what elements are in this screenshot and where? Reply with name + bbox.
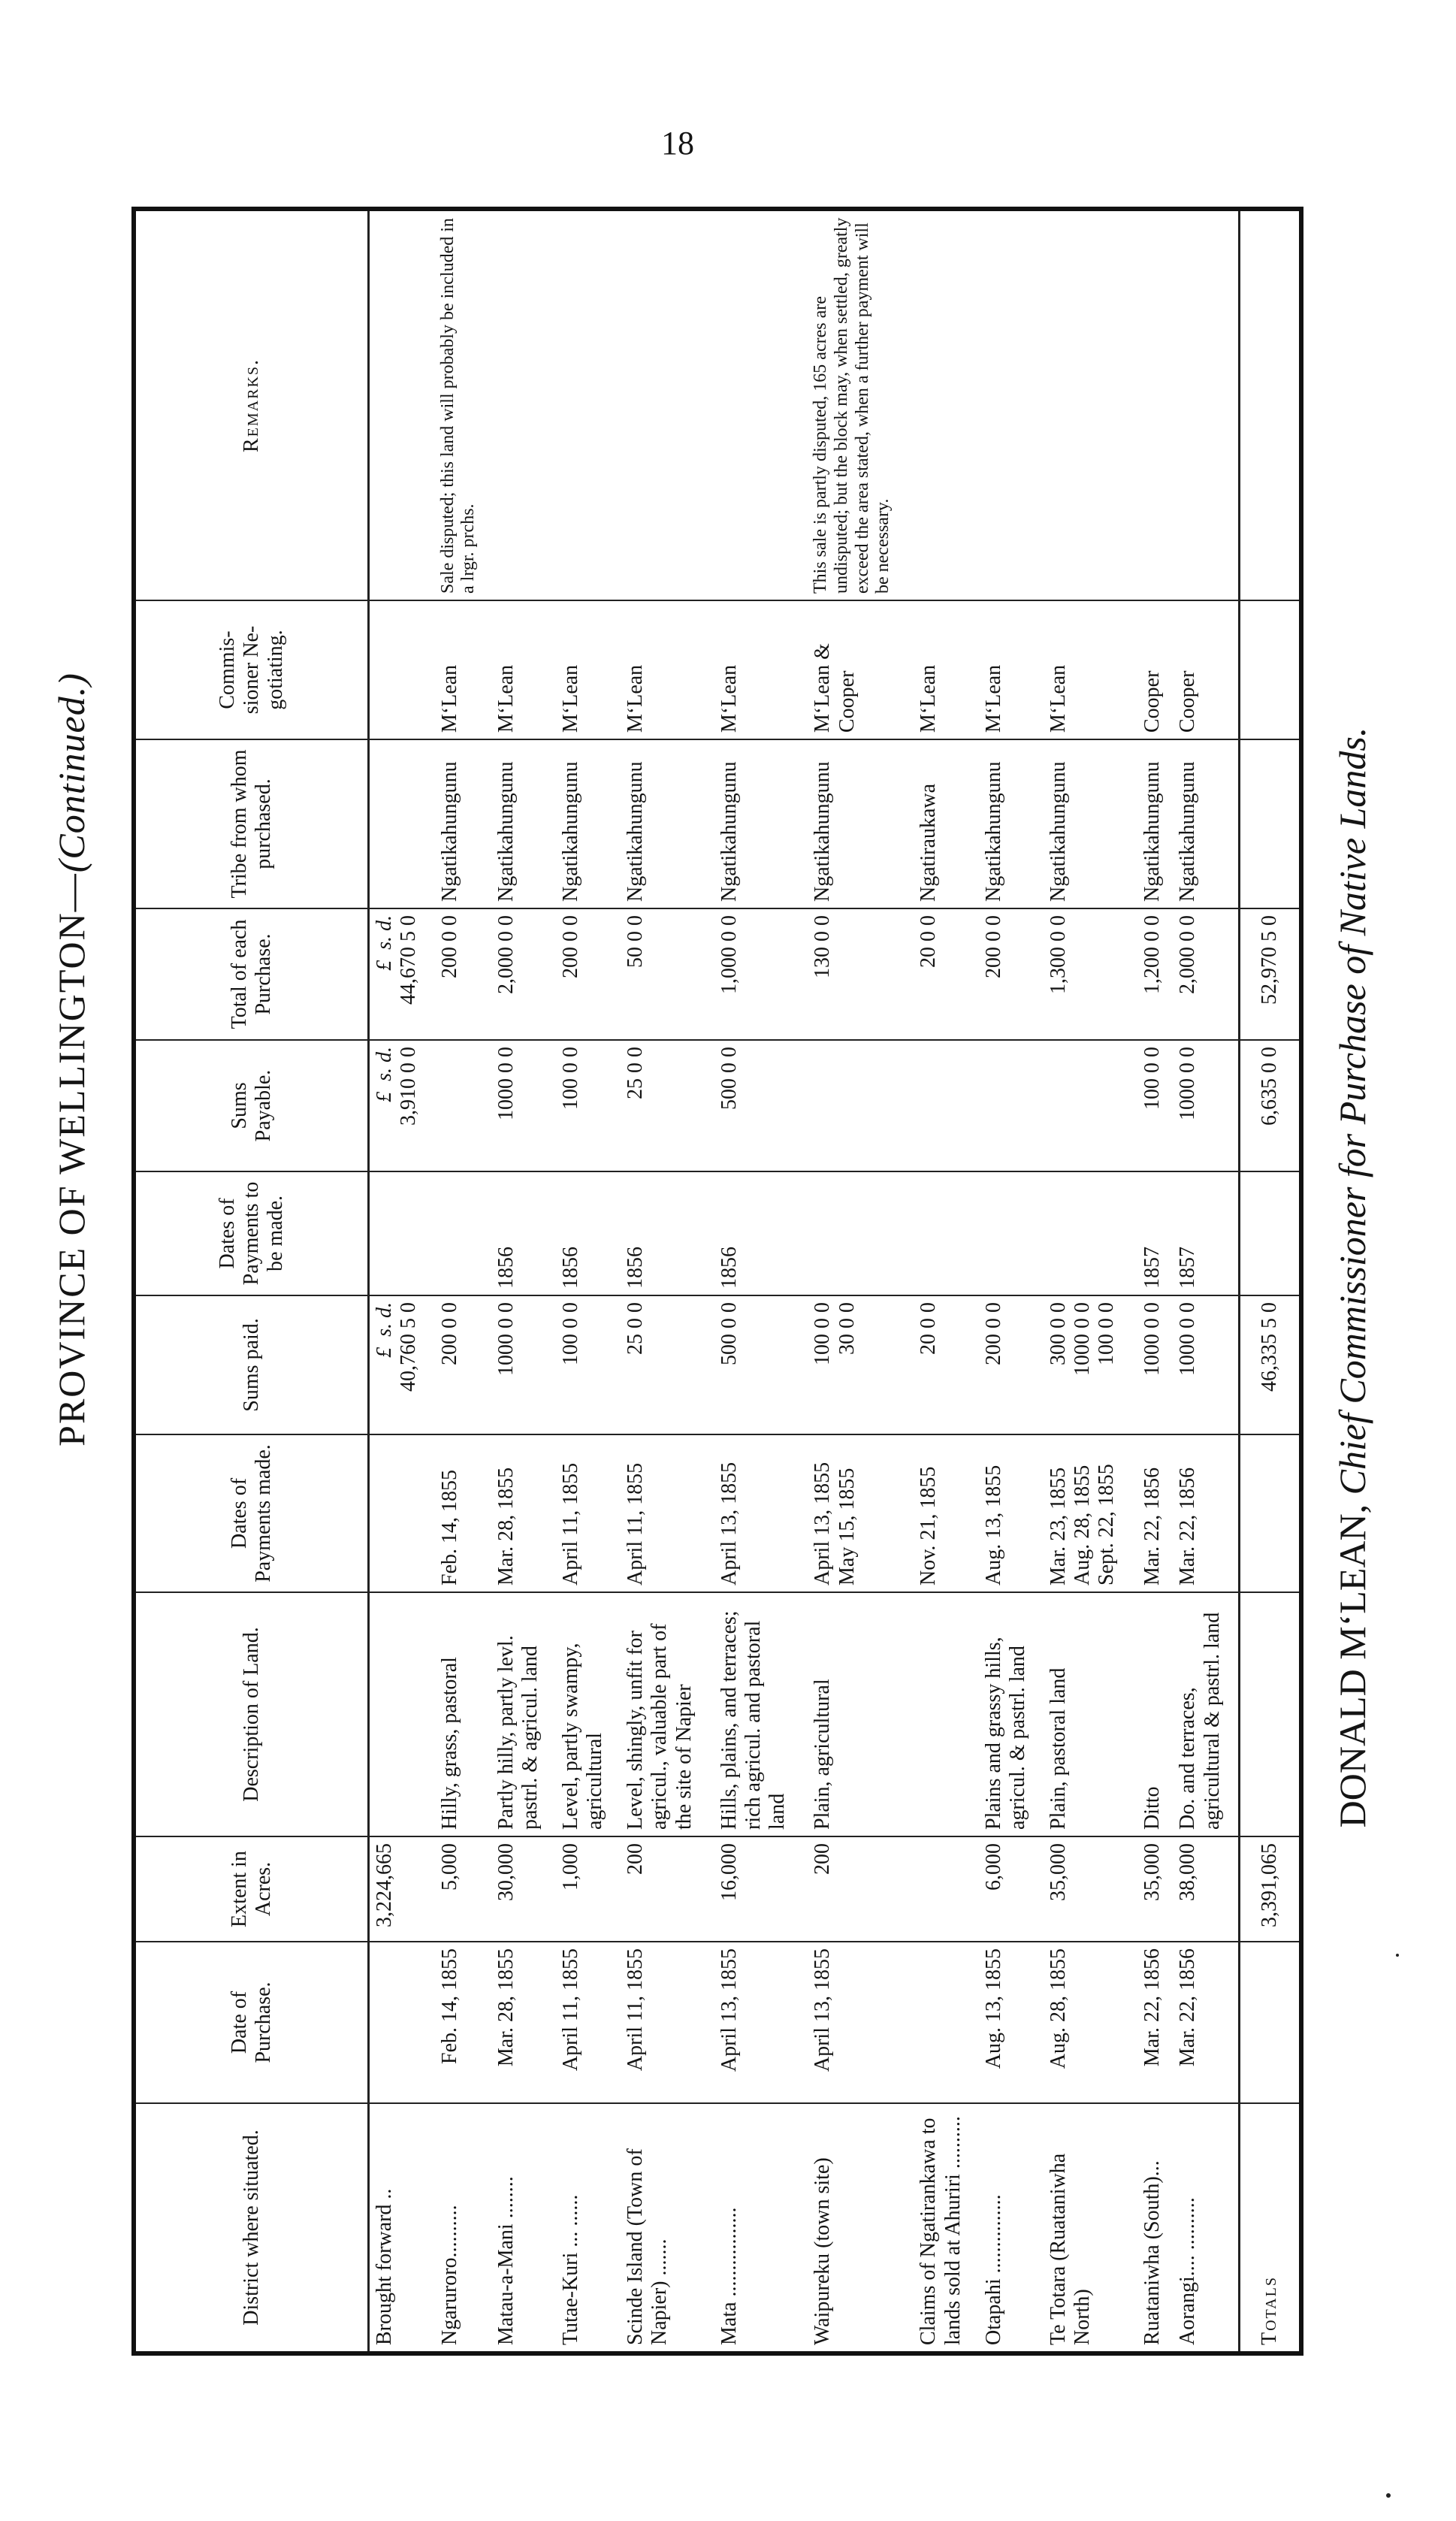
cell-tribe: Ngatikahungunu [621,739,714,908]
header-commissioner: Commis-sioner Ne-gotiating. [136,600,369,739]
cell-date: April 11, 1855 [556,1942,621,2103]
cell-sums-payable: 500 0 0 [714,1040,808,1171]
header-extent: Extent in Acres. [136,1836,369,1942]
cell-extent: 16,000 [714,1836,808,1942]
cell-description: Plains and grassy hills, agricul. & pastrl. land [979,1592,1044,1836]
cell-total: 2,000 0 0 [491,908,556,1040]
cell-sums-payable [979,1040,1044,1171]
cell-dates-paid: Mar. 23, 1855 Aug. 28, 1855 Sept. 22, 1855 [1044,1434,1137,1592]
table-row [556,211,621,2351]
cell-total: 200 0 0 [556,908,621,1040]
cell-commissioner: M‘Lean [714,600,808,739]
ledger-body [369,211,1240,2351]
cell-dates-due: 1857 [1137,1171,1174,1295]
cell-remarks [369,211,435,600]
cell-tribe: Ngatikahungunu [491,739,556,908]
cell-dates-due [808,1171,914,1295]
cell-commissioner: M‘Lean [435,600,491,739]
table-row [1137,211,1174,2351]
cell-district: Ruataniwha (South)... [1140,2160,1164,2345]
currency-units: £ s. d. [373,1047,396,1102]
totals-total: 52,970 5 0 [1240,908,1300,1040]
cell-dates-due [979,1171,1044,1295]
cell-dates-paid: April 11, 1855 [621,1434,714,1592]
header-row [136,211,369,2351]
cell-date: Feb. 14, 1855 [435,1942,491,2103]
cell-remarks [491,211,556,600]
cell-description: Hills, plains, and terraces; rich agricul. and pastoral land [714,1592,808,1836]
table-row [808,211,914,2351]
cell-commissioner: Cooper [1137,600,1174,739]
header-dates-to-be-made: Dates of Payments to be made. [136,1171,369,1295]
cell-commissioner: M‘Lean [491,600,556,739]
cell-remarks: Sale disputed; this land will probably be included in a lrgr. prchs. [435,211,491,600]
cell-commissioner: M‘Lean [621,600,714,739]
cell-sums-paid: 1000 0 0 [1137,1295,1174,1434]
cell-extent: 200 [621,1836,714,1942]
cell-remarks [556,211,621,600]
cell-extent: 1,000 [556,1836,621,1942]
cell-district: Brought forward .. [373,2188,396,2345]
cell-sums-paid: 100 0 0 30 0 0 [808,1295,914,1434]
ledger-rotated [136,211,1299,2351]
cell-sums-payable [1044,1040,1137,1171]
cell-remarks [914,211,978,600]
cell-dates-due: 1857 [1173,1171,1239,1295]
cell-dates-paid: April 11, 1855 [556,1434,621,1592]
cell-tribe: Ngatikahungunu [556,739,621,908]
cell-district: Claims of Ngatirankawa to lands sold at Ahuriri .......... [917,2116,965,2345]
cell-total: 200 0 0 [435,908,491,1040]
cell-total: 200 0 0 [979,908,1044,1040]
cell-tribe: Ngatikahungunu [808,739,914,908]
table-row [914,211,978,2351]
cell-total: 50 0 0 [621,908,714,1040]
cell-sums-paid: 100 0 0 [556,1295,621,1434]
totals-empty [1240,600,1300,739]
totals-empty [1240,1592,1300,1836]
totals-sums-paid: 46,335 5 0 [1240,1295,1300,1434]
cell-sums-payable: 1000 0 0 [491,1040,556,1171]
cell-total: 1,200 0 0 [1137,908,1174,1040]
cell-description: Plain, agricultural [808,1592,914,1836]
cell-date: Mar. 22, 1856 [1173,1942,1239,2103]
signature-name: DONALD M‘LEAN, [1331,1504,1373,1828]
header-dates-payments-made: Dates of Payments made. [136,1434,369,1592]
cell-extent: 6,000 [979,1836,1044,1942]
cell-extent: 35,000 [1137,1836,1174,1942]
cell-date: Aug. 13, 1855 [979,1942,1044,2103]
cell-total [369,908,435,1040]
cell-extent: 30,000 [491,1836,556,1942]
cell-tribe: Ngatikahungunu [1044,739,1137,908]
cell-sums-payable: 100 0 0 [556,1040,621,1171]
cell-dates-due: 1856 [491,1171,556,1295]
title-continued: (Continued.) [50,673,92,873]
cell-sums-payable [369,1040,435,1171]
cell-description: Level, shingly, unfit for agricul., valuable part of the site of Napier [621,1592,714,1836]
header-date-purchase: Date of Purchase. [136,1942,369,2103]
cell-tribe: Ngatikahungunu [435,739,491,908]
signature [1331,727,1374,1828]
cell-sums-payable: 1000 0 0 [1173,1040,1239,1171]
totals-extent: 3,391,065 [1240,1836,1300,1942]
cell-sums-paid: 200 0 0 [435,1295,491,1434]
cell-tribe: Ngatikahungunu [1173,739,1239,908]
table-row [491,211,556,2351]
cell-sums-paid: 25 0 0 [621,1295,714,1434]
cell-sums-paid [369,1295,435,1434]
purchase-ledger-table [136,211,1299,2351]
cell-sums-paid: 20 0 0 [914,1295,978,1434]
cell-tribe: Ngatiraukawa [914,739,978,908]
header-description: Description of Land. [136,1592,369,1836]
title-main: PROVINCE OF WELLINGTON— [50,872,92,1446]
cell-dates-paid: Mar. 22, 1856 [1137,1434,1174,1592]
cell-sums-paid: 1000 0 0 [491,1295,556,1434]
cell-total: 20 0 0 [914,908,978,1040]
cell-total: 1,300 0 0 [1044,908,1137,1040]
cell-dates-paid: Mar. 28, 1855 [491,1434,556,1592]
cell-remarks [714,211,808,600]
cell-remarks [1137,211,1174,600]
cell-total: 1,000 0 0 [714,908,808,1040]
cell-description [914,1592,978,1836]
cell-total: 130 0 0 [808,908,914,1040]
cell-sums-payable: 100 0 0 [1137,1040,1174,1171]
cell-district: Ngaruroro.......... [437,2205,461,2345]
cell-extent: 5,000 [435,1836,491,1942]
currency-units: £ s. d. [373,915,396,971]
cell-date [369,1942,435,2103]
cell-extent: 200 [808,1836,914,1942]
cell-district: Waipureku (town site) [811,2157,835,2345]
cell-sums-payable [914,1040,978,1171]
totals-row [1240,211,1300,2351]
totals-empty [1240,1434,1300,1592]
cell-description: Partly hilly, partly levl. pastrl. & agricul. land [491,1592,556,1836]
cell-district: Tutae-Kuri ... ...... [559,2194,583,2345]
totals-label: Totals [1240,2103,1300,2351]
cell-sums-paid: 500 0 0 [714,1295,808,1434]
cell-district: Aorangi.... .......... [1176,2197,1200,2345]
cell-district: Scinde Island (Town of Napier) ....... [624,2148,672,2345]
header-tribe: Tribe from whom purchased. [136,739,369,908]
cell-remarks [1044,211,1137,600]
cell-district: Te Totara (Ruataniwha North) [1046,2153,1095,2345]
table-row [369,211,435,2351]
header-district: District where situated. [136,2103,369,2351]
totals-empty [1240,1171,1300,1295]
cell-dates-due: 1856 [714,1171,808,1295]
cell-commissioner: M‘Lean [556,600,621,739]
cell-extent: 38,000 [1173,1836,1239,1942]
cell-extent: 3,224,665 [369,1836,435,1942]
cell-sums-paid: 300 0 0 1000 0 0 100 0 0 [1044,1295,1137,1434]
cell-extent: 35,000 [1044,1836,1137,1942]
cell-description: Hilly, grass, pastoral [435,1592,491,1836]
cell-commissioner [369,600,435,739]
cell-description: Level, partly swampy, agricultural [556,1592,621,1836]
cell-value: 40,760 5 0 [397,1302,421,1392]
totals-empty [1240,739,1300,908]
cell-commissioner: M‘Lean & Cooper [808,600,914,739]
table-row [979,211,1044,2351]
cell-date: April 11, 1855 [621,1942,714,2103]
cell-value: 44,670 5 0 [397,915,421,1005]
cell-commissioner: M‘Lean [1044,600,1137,739]
table-row [621,211,714,2351]
header-total-each: Total of each Purchase. [136,908,369,1040]
table-row [1173,211,1239,2351]
cell-value: 3,910 0 0 [397,1047,421,1126]
currency-units: £ s. d. [373,1302,396,1358]
cell-date: April 13, 1855 [808,1942,914,2103]
signature-role: Chief Commissioner for Purchase of Native Lands. [1331,727,1373,1495]
header-remarks: Remarks. [136,211,369,600]
cell-description: Ditto [1137,1592,1174,1836]
cell-total: 2,000 0 0 [1173,908,1239,1040]
cell-tribe: Ngatikahungunu [979,739,1044,908]
cell-dates-due [1044,1171,1137,1295]
ledger-frame [131,207,1303,2356]
cell-description [369,1592,435,1836]
cell-date [914,1942,978,2103]
cell-date: Mar. 22, 1856 [1137,1942,1174,2103]
cell-commissioner: M‘Lean [979,600,1044,739]
cell-sums-paid: 200 0 0 [979,1295,1044,1434]
cell-tribe [369,739,435,908]
totals-empty [1240,211,1300,600]
page-title [50,673,93,1446]
cell-dates-due: 1856 [621,1171,714,1295]
cell-date: Mar. 28, 1855 [491,1942,556,2103]
cell-remarks: This sale is partly disputed, 165 acres are undisputed; but the block may, when settled, greatly exceed the area stated, when a further payment will be necessary. [808,211,914,600]
cell-sums-payable [808,1040,914,1171]
table-row [714,211,808,2351]
cell-district: Matau-a-Mani ........ [494,2176,518,2345]
table-row [1044,211,1137,2351]
cell-dates-due [914,1171,978,1295]
cell-dates-paid: April 13, 1855 [714,1434,808,1592]
totals-sums-payable: 6,635 0 0 [1240,1040,1300,1171]
cell-remarks [979,211,1044,600]
cell-description: Do. and terraces, agricultural & pastrl. land [1173,1592,1239,1836]
cell-sums-payable: 25 0 0 [621,1040,714,1171]
cell-remarks [1173,211,1239,600]
cell-dates-paid: April 13, 1855 May 15, 1855 [808,1434,914,1592]
page-number: 18 [661,125,694,162]
cell-remarks [621,211,714,600]
cell-dates-paid [369,1434,435,1592]
cell-description: Plain, pastoral land [1044,1592,1137,1836]
ink-speck [1386,2493,1391,2498]
header-sums-payable: Sums Payable. [136,1040,369,1171]
cell-dates-paid: Mar. 22, 1856 [1173,1434,1239,1592]
cell-dates-due [369,1171,435,1295]
cell-date: April 13, 1855 [714,1942,808,2103]
cell-dates-paid: Nov. 21, 1855 [914,1434,978,1592]
table-row [435,211,491,2351]
cell-commissioner: Cooper [1173,600,1239,739]
cell-dates-paid: Aug. 13, 1855 [979,1434,1044,1592]
cell-commissioner: M‘Lean [914,600,978,739]
cell-tribe: Ngatikahungunu [1137,739,1174,908]
cell-extent [914,1836,978,1942]
cell-tribe: Ngatikahungunu [714,739,808,908]
totals-empty [1240,1942,1300,2103]
cell-sums-payable [435,1040,491,1171]
cell-district: Mata ................. [717,2207,741,2345]
cell-dates-due [435,1171,491,1295]
ink-speck [1396,1954,1399,1957]
cell-date: Aug. 28, 1855 [1044,1942,1137,2103]
cell-sums-paid: 1000 0 0 [1173,1295,1239,1434]
cell-dates-due: 1856 [556,1171,621,1295]
cell-district: Otapahi ............... [981,2194,1005,2345]
cell-dates-paid: Feb. 14, 1855 [435,1434,491,1592]
header-sums-paid: Sums paid. [136,1295,369,1434]
